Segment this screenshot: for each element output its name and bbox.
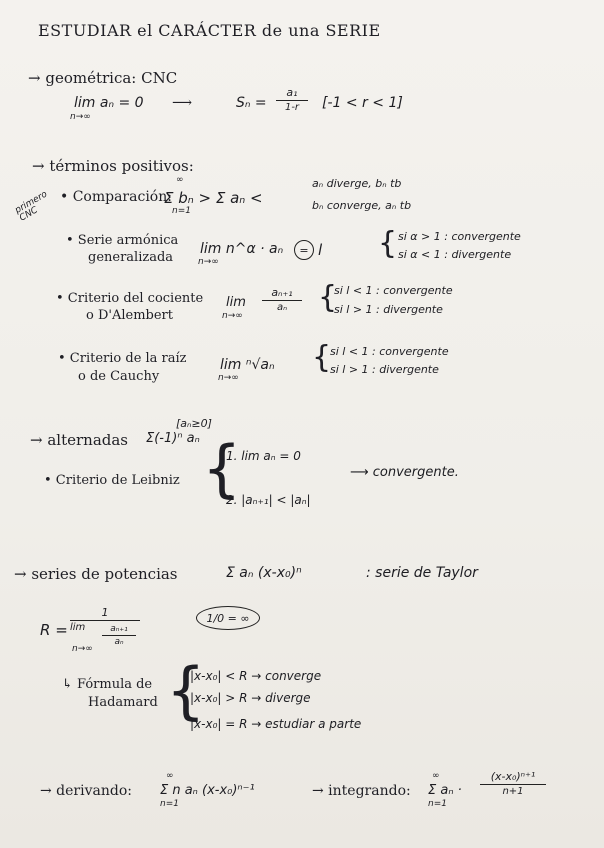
derivative-sum-bottom: n=1 (160, 799, 179, 809)
ratio-denominator: aₙ (276, 302, 288, 313)
radius-numerator: 1 (101, 606, 109, 619)
leibniz-brace: { (202, 432, 242, 505)
harmonic-label-2: generalizada (88, 250, 174, 265)
root-case-convergent: si l < 1 : convergente (330, 345, 449, 358)
alternating-expr: Σ(-1)ⁿ aₙ (146, 431, 200, 446)
comparison-sum-bottom: n=1 (172, 206, 191, 216)
geometric-arrow: ⟶ (172, 95, 193, 111)
ratio-numerator: aₙ₊₁ (271, 286, 293, 299)
geometric-range: [-1 < r < 1] (322, 95, 403, 111)
page-title: ESTUDIAR el CARÁCTER de una SERIE (38, 21, 381, 40)
integral-sum-bottom: n=1 (428, 799, 447, 809)
positive-terms-heading: → términos positivos: (32, 157, 194, 175)
fraction-bar (276, 100, 308, 101)
radius-limit-sub: n→∞ (72, 644, 93, 654)
harmonic-label-1: • Serie armónica (66, 233, 179, 248)
alternating-heading: → alternadas (30, 431, 128, 449)
ratio-fraction (262, 286, 302, 313)
taylor-label: : serie de Taylor (366, 565, 478, 581)
harmonic-case-convergent: si α > 1 : convergente (398, 230, 521, 243)
comparison-case-converge: bₙ converge, aₙ tb (312, 199, 412, 212)
integral-numerator: (x-x₀)ⁿ⁺¹ (490, 770, 536, 783)
integral-label: → integrando: (312, 783, 411, 799)
fraction-bar (102, 635, 136, 636)
hadamard-label-2: Hadamard (88, 695, 158, 710)
alternating-note: [aₙ≥0] (176, 417, 212, 430)
geometric-sum-numerator: a₁ (286, 86, 298, 99)
derivative-label: → derivando: (40, 783, 132, 799)
hadamard-brace: { (166, 654, 206, 727)
root-expr: lim ⁿ√aₙ (220, 357, 275, 373)
radius-inner-numerator: aₙ₊₁ (110, 624, 128, 634)
harmonic-case-divergent: si α < 1 : divergente (398, 248, 512, 261)
harmonic-brace: { (378, 226, 398, 261)
ratio-limit-sub: n→∞ (222, 311, 243, 321)
margin-note: primero CNC (13, 189, 50, 224)
fraction-bar (70, 620, 140, 621)
power-series-heading: → series de potencias (14, 565, 178, 583)
ratio-limit: lim (226, 295, 246, 310)
harmonic-expr: lim n^α · aₙ (200, 241, 284, 257)
ratio-label-2: o D'Alembert (86, 308, 173, 323)
fraction-bar (262, 300, 302, 301)
comparison-expr: Σ bₙ > Σ aₙ < (164, 189, 263, 207)
derivative-expr: Σ n aₙ (x-x₀)ⁿ⁻¹ (160, 783, 255, 798)
ratio-brace: { (318, 280, 338, 315)
radius-denominator-lim: lim (70, 622, 86, 633)
radius-inner-fraction (102, 624, 136, 647)
integral-fraction (480, 770, 546, 797)
geometric-heading: → geométrica: CNC (28, 69, 178, 87)
geometric-sum-fraction (276, 86, 308, 113)
leibniz-result: ⟶ convergente. (350, 465, 459, 480)
leibniz-condition-2: 2. |aₙ₊₁| < |aₙ| (226, 493, 311, 507)
harmonic-result: l (318, 241, 323, 259)
integral-sum-top: ∞ (432, 771, 440, 781)
root-limit-sub: n→∞ (218, 373, 239, 383)
geometric-limit: lim aₙ = 0 (74, 95, 144, 111)
ratio-case-convergent: si l < 1 : convergente (334, 284, 453, 297)
root-label-1: • Criterio de la raíz (58, 351, 187, 366)
radius-inner-denominator: aₙ (114, 637, 124, 647)
root-case-divergent: si l > 1 : divergente (330, 363, 439, 376)
comparison-sum-top: ∞ (176, 175, 184, 185)
hadamard-case-diverge: |x-x₀| > R → diverge (190, 691, 311, 705)
fraction-bar (480, 784, 546, 785)
root-label-2: o de Cauchy (78, 369, 160, 384)
hadamard-case-boundary: |x-x₀| = R → estudiar a parte (190, 717, 362, 731)
harmonic-circled-equals: = (294, 240, 314, 260)
harmonic-limit-sub: n→∞ (198, 257, 219, 267)
derivative-sum-top: ∞ (166, 771, 174, 781)
geometric-limit-sub: n→∞ (70, 112, 91, 122)
infinity-oval: 1/0 = ∞ (196, 606, 260, 630)
ratio-label-1: • Criterio del cociente (56, 291, 204, 306)
comparison-case-diverge: aₙ diverge, bₙ tb (312, 177, 402, 190)
radius-label: R = (40, 621, 68, 639)
integral-denominator: n+1 (502, 786, 524, 797)
root-brace: { (312, 340, 332, 375)
leibniz-condition-1: 1. lim aₙ = 0 (226, 449, 301, 463)
geometric-sum-denominator: 1-r (284, 102, 300, 113)
hadamard-case-converge: |x-x₀| < R → converge (190, 669, 322, 683)
leibniz-label: • Criterio de Leibniz (44, 473, 180, 488)
hadamard-label-1: ↳ Fórmula de (62, 677, 153, 692)
integral-expr: Σ aₙ · (428, 783, 462, 798)
comparison-label: • Comparación: (60, 189, 172, 205)
power-series-expr: Σ aₙ (x-x₀)ⁿ (226, 565, 302, 581)
ratio-case-divergent: si l > 1 : divergente (334, 303, 443, 316)
geometric-sum-label: Sₙ = (236, 95, 267, 111)
